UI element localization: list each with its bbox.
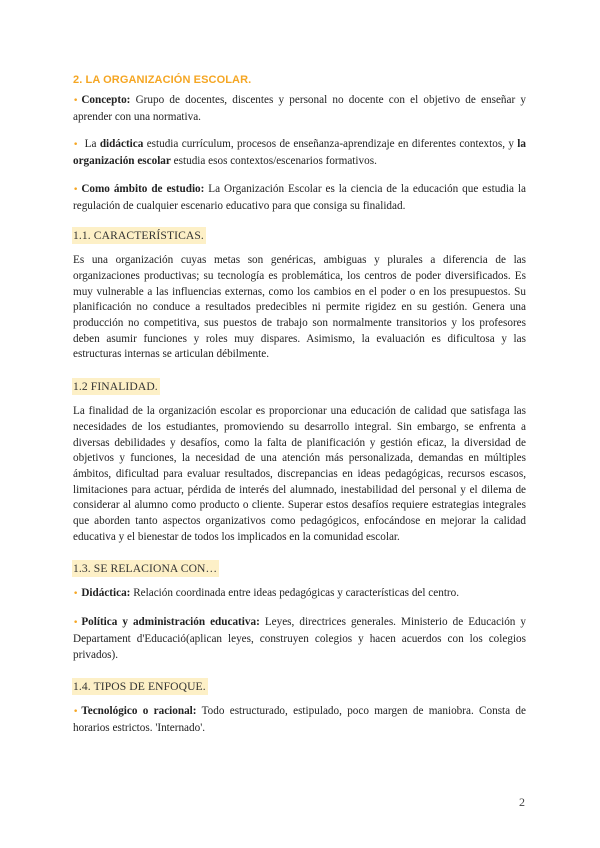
page-number: 2 [519, 795, 525, 809]
intro-didactica-term: didáctica [99, 138, 144, 151]
list-item-text: Todo estructurado, estipulado, poco margen de maniobra. Consta de horarios estrictos. 'Internado'. [73, 705, 526, 734]
intro-ambito-text: La Organización Escolar es la ciencia de la educación que estudia la regulación de cualquier escenario educativo para que consiga su finalidad. [73, 182, 526, 212]
list-item-didactica [73, 586, 526, 603]
page-content [73, 72, 526, 737]
bullet-icon: • [73, 96, 79, 106]
list-item-term: Tecnológico o racional: [81, 705, 197, 718]
list-item-text: Relación coordinada entre ideas pedagógicas y características del centro. [130, 587, 460, 600]
intro-ambito-term: Como ámbito de estudio: [81, 182, 205, 195]
intro-org-term: la organización escolar [73, 138, 526, 168]
section-heading-relaciona: 1.3. SE RELACIONA CON… [73, 562, 218, 576]
list-item-tecnologico [73, 704, 526, 736]
section-heading-caracteristicas: 1.1. CARACTERÍSTICAS. [73, 229, 204, 243]
section-paragraph-finalidad: La finalidad de la organización escolar es proporcionar una educación de calidad que satisfaga las necesidades de los estudiantes, promoviendo su desarrollo integral. Sin embargo, se enfrenta a diversas debilidades y desafíos, como la falta de planificación y gestión eficaz, la diversidad de objetivos y funciones, la necesidad de una atención más personalizada, demandas en múltiples ámbitos, dificultad para evaluar resultados, discrepancias en ideas pedagógicas, recursos escasos, limitaciones para actuar, pérdida de interés del alumnado, inestabilidad del personal y el dilema de considerar al alumno como producto o cliente. Superar estos desafíos requiere estrategias integrales que aborden tanto aspectos organizativos como pedagógicos, enfocándose en mejorar la calidad educativa y el bienestar de todos los implicados en la comunidad escolar. [73, 405, 526, 543]
list-item-term: Didáctica: [81, 587, 131, 600]
intro-didactica [73, 137, 526, 169]
intro-org-text: estudia esos contextos/escenarios formativos. [170, 155, 377, 168]
list-item-politica [73, 615, 526, 663]
section-paragraph-caracteristicas: Es una organización cuyas metas son genéricas, ambiguas y plurales a diferencia de las organizaciones productivas; su tecnología es problemática, los centros de poder diversificados. Es muy vulnerable a las influencias externas, como los cambios en el poder o en los presupuestos. Su planificación no conduce a resultados predecibles ni permite rigidez en su gestión. Genera una producción no competitiva, sus puestos de trabajo son normalmente transitorios y los profesores deben asumir funciones y roles muy dispares. Asimismo, la evaluación es dificultosa y las estructuras internas se articulan débilmente. [73, 254, 526, 361]
section-heading-enfoque: 1.4. TIPOS DE ENFOQUE. [73, 680, 206, 694]
intro-concept [73, 93, 526, 125]
section-heading-finalidad: 1.2 FINALIDAD. [73, 380, 158, 394]
list-item-term: Política y administración educativa: [81, 616, 260, 629]
document-title: 2. LA ORGANIZACIÓN ESCOLAR. [73, 74, 252, 86]
bullet-icon: • [73, 618, 79, 629]
bullet-icon: • [73, 140, 79, 151]
bullet-icon: • [73, 589, 79, 600]
intro-didactica-text: estudia currículum, procesos de enseñanza-aprendizaje en diferentes contextos, y [143, 138, 518, 151]
intro-ambito [73, 182, 526, 214]
intro-concept-text: Grupo de docentes, discentes y personal no docente con el objetivo de enseñar y aprender con una normativa. [73, 94, 526, 123]
bullet-icon: • [73, 184, 79, 195]
bullet-icon: • [73, 707, 79, 718]
list-item-text: Leyes, directrices generales. Ministerio de Educación y Departament d'Educació(aplican leyes, construyen colegios y hacen acuerdos con los colegios privados). [73, 616, 527, 661]
intro-concept-term: Concepto: [81, 94, 131, 106]
intro-didactica-pre: La [84, 138, 100, 151]
